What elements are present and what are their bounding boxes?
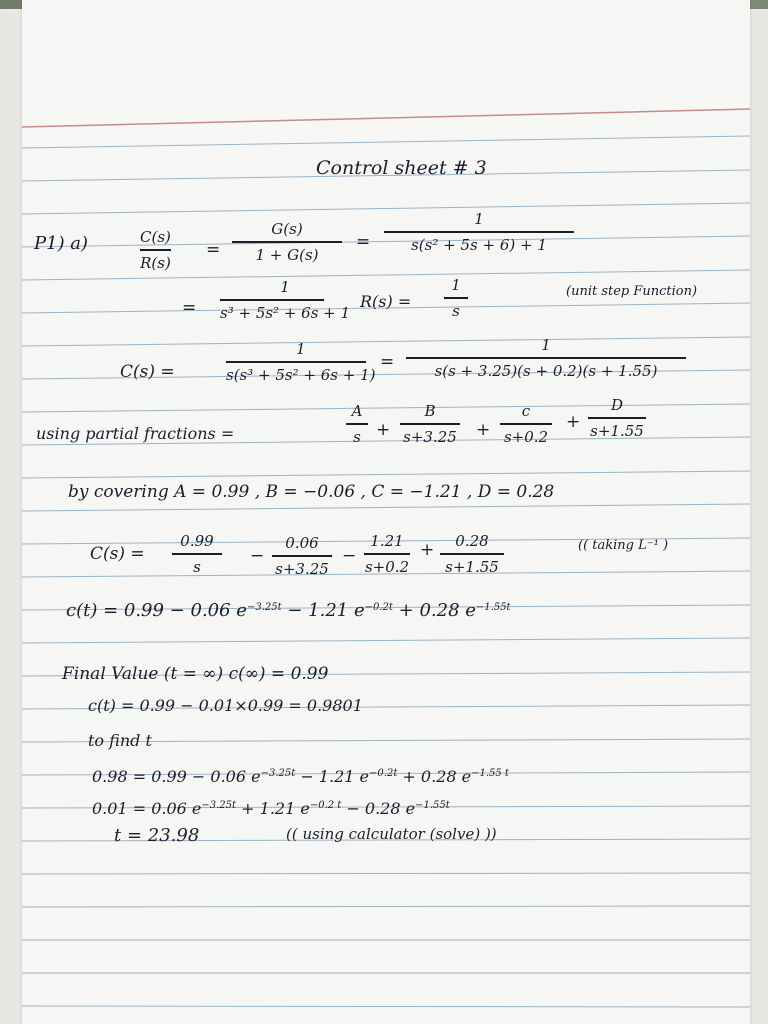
fraction-denominator: s — [452, 301, 460, 320]
fraction-numerator: 0.28 — [455, 532, 489, 550]
fraction-denominator: s+0.2 — [503, 427, 549, 446]
cs-values-label: C(s) = — [90, 544, 145, 564]
cubic-fraction — [220, 278, 350, 322]
fraction-bar — [346, 423, 368, 425]
exponent-1: −3.25t — [246, 602, 282, 613]
exponent-3: −1.55 t — [471, 768, 509, 779]
partial-fractions-label: using partial fractions = — [36, 424, 235, 443]
fraction-numerator: 1 — [295, 340, 306, 358]
fraction-denominator: R(s) — [140, 253, 171, 272]
fraction-bar — [400, 423, 460, 425]
equation-1-mid-2: + 0.28 e — [397, 767, 472, 786]
fraction-numerator: 0.99 — [180, 532, 214, 550]
plus-sign: + — [476, 420, 491, 440]
equals-sign: = — [182, 298, 197, 318]
fraction-bar — [140, 249, 171, 251]
unit-step-note: (unit step Function) — [566, 284, 698, 299]
equation-1-lead: 0.98 = 0.99 − 0.06 e — [92, 767, 261, 786]
time-response-mid-1: − 1.21 e — [281, 600, 365, 621]
fraction-denominator: s+1.55 — [445, 557, 499, 576]
fraction-numerator: 1 — [541, 336, 551, 354]
fraction-denominator: s — [353, 427, 361, 446]
minus-sign: − — [342, 546, 357, 566]
equals-sign: = — [206, 240, 221, 260]
fraction-bar — [226, 361, 366, 363]
fraction-bar — [440, 553, 504, 555]
exponent-1: −3.25t — [260, 768, 296, 779]
fraction-a — [346, 402, 368, 446]
fraction-bar — [500, 423, 552, 425]
fraction-denominator: s(s + 3.25)(s + 0.2)(s + 1.55) — [434, 361, 658, 380]
fraction-denominator: s — [193, 557, 201, 576]
exponent-2: −0.2 t — [309, 800, 342, 811]
ct-value-line: c(t) = 0.99 − 0.01×0.99 = 0.9801 — [88, 696, 363, 715]
exponent-3: −1.55t — [475, 602, 511, 613]
equation-1-mid-1: − 1.21 e — [295, 767, 370, 786]
fraction-bar — [406, 357, 686, 359]
equation-2 — [92, 796, 450, 819]
fraction-denominator: s(s² + 5s + 6) + 1 — [411, 235, 547, 254]
fraction-bar — [220, 299, 324, 301]
exponent-2: −0.2t — [369, 768, 398, 779]
fraction-denominator: s+0.2 — [364, 557, 410, 576]
fraction-bar — [588, 417, 646, 419]
inverse-laplace-note: (( taking L⁻¹ ) — [578, 538, 669, 553]
cs-label: C(s) = — [120, 362, 175, 382]
fraction-bar — [364, 553, 410, 555]
notebook-page — [22, 0, 750, 1024]
cs-over-rs-fraction — [140, 228, 171, 272]
fraction-bar — [232, 241, 342, 243]
equation-2-mid-2: − 0.28 e — [341, 799, 416, 818]
fraction-denominator: s+1.55 — [590, 421, 644, 440]
rs-label: R(s) = — [360, 292, 412, 311]
top-margin-line — [22, 109, 750, 127]
time-response-lead: c(t) = 0.99 − 0.06 e — [66, 600, 247, 621]
fraction-bar — [172, 553, 222, 555]
fraction-bar — [384, 231, 574, 233]
fraction-c — [500, 402, 552, 446]
fraction-denominator: 1 + G(s) — [255, 245, 319, 264]
page-title: Control sheet # 3 — [316, 157, 487, 179]
fraction-bar — [444, 297, 468, 299]
fraction-b — [400, 402, 460, 446]
equation-2-lead: 0.01 = 0.06 e — [92, 799, 202, 818]
fraction-numerator: D — [610, 396, 624, 414]
exponent-1: −3.25t — [201, 800, 237, 811]
transfer-function-fraction — [232, 220, 342, 264]
plus-sign: + — [566, 412, 581, 432]
fraction-denominator: s+3.25 — [403, 427, 457, 446]
fraction-d — [588, 396, 646, 440]
problem-label: P1) a) — [34, 233, 89, 254]
exponent-3: −1.55t — [415, 800, 450, 811]
step-input-fraction — [444, 276, 468, 320]
fraction-denominator: s+3.25 — [275, 559, 329, 578]
factored-fraction — [406, 336, 686, 380]
closed-loop-fraction — [384, 210, 574, 254]
fraction-numerator: B — [424, 402, 436, 420]
term-1-fraction — [172, 532, 222, 576]
fraction-numerator: 1 — [451, 276, 461, 294]
time-response-mid-2: + 0.28 e — [392, 600, 476, 621]
fraction-numerator: 1 — [280, 278, 290, 296]
answer: t = 23.98 — [114, 825, 200, 846]
exponent-2: −0.2t — [364, 602, 393, 613]
fraction-denominator: s(s³ + 5s² + 6s + 1) — [226, 365, 376, 384]
term-2-fraction — [272, 534, 332, 578]
final-value-line: Final Value (t = ∞) c(∞) = 0.99 — [62, 664, 329, 684]
fraction-numerator: C(s) — [140, 228, 171, 246]
equals-sign: = — [380, 352, 395, 372]
fraction-denominator: s³ + 5s² + 6s + 1 — [220, 303, 351, 322]
equation-1 — [92, 764, 509, 787]
equals-sign: = — [356, 232, 371, 252]
equation-2-mid-1: + 1.21 e — [236, 799, 310, 818]
fraction-numerator: A — [351, 402, 363, 420]
fraction-numerator: c — [521, 402, 531, 420]
term-4-fraction — [440, 532, 504, 576]
plus-sign: + — [420, 540, 435, 560]
fraction-numerator: G(s) — [271, 220, 303, 238]
fraction-bar — [272, 555, 332, 557]
cs-fraction — [226, 340, 375, 384]
fraction-numerator: 0.06 — [285, 534, 319, 552]
to-find-line: to find t — [88, 731, 152, 750]
fraction-numerator: 1 — [474, 210, 484, 228]
ruled-lines — [22, 0, 750, 1024]
fraction-numerator: 1.21 — [370, 532, 404, 550]
minus-sign: − — [250, 546, 265, 566]
plus-sign: + — [376, 420, 391, 440]
time-response-line — [66, 598, 511, 621]
coefficients-line: by covering A = 0.99 , B = −0.06 , C = −1.21 , D = 0.28 — [68, 482, 555, 502]
answer-note: (( using calculator (solve) )) — [286, 825, 497, 843]
term-3-fraction — [364, 532, 410, 576]
